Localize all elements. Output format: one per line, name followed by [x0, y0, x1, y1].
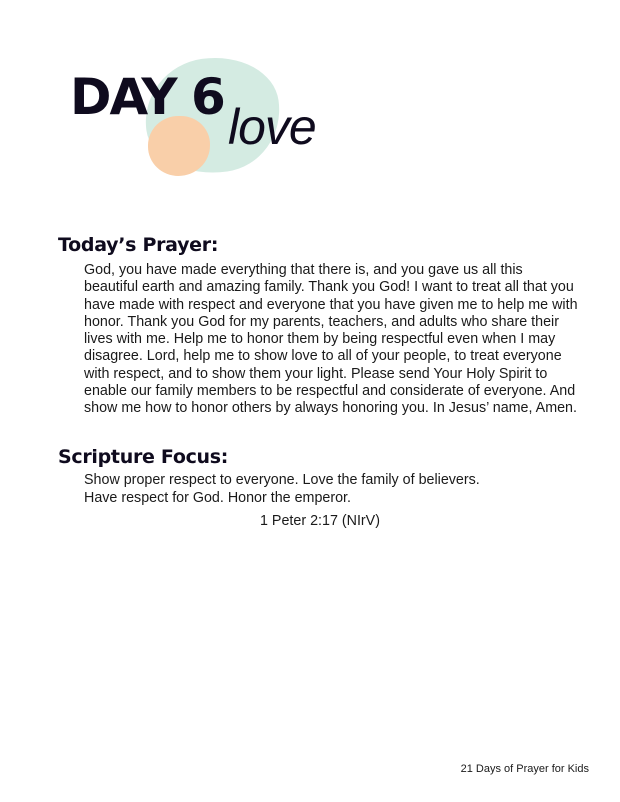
prayer-body-text: God, you have made everything that there is, and you gave us all this beautiful earth and amazing family. Thank you God! I want to treat all that you have made with respect and everyone that you have given me to help me with honor. Thank you God for my parents, teachers, and adults who share their lives with me. Help me to honor them by being respectful even when I may disagree. Lord, help me to show love to all of your people, to treat everyone with respect, and to show them your light. Please send Your Holy Spirit to enable our family members to be respectful and considerate of everyone. And show me how to honor others by always honoring you. In Jesus’ name, Amen. [84, 262, 578, 417]
prayer-heading: Today’s Prayer: [58, 234, 219, 256]
scripture-heading: Scripture Focus: [58, 446, 229, 468]
scripture-verse [84, 471, 564, 507]
scripture-line: Show proper respect to everyone. Love the family of believers. [84, 472, 480, 488]
day-header [60, 50, 360, 190]
scripture-reference: 1 Peter 2:17 (NIrV) [260, 513, 380, 529]
page-footer: 21 Days of Prayer for Kids [460, 763, 589, 775]
day-theme-word: love [228, 99, 316, 155]
scripture-line: Have respect for God. Honor the emperor. [84, 490, 352, 506]
day-number-title: DAY 6 [70, 68, 224, 126]
